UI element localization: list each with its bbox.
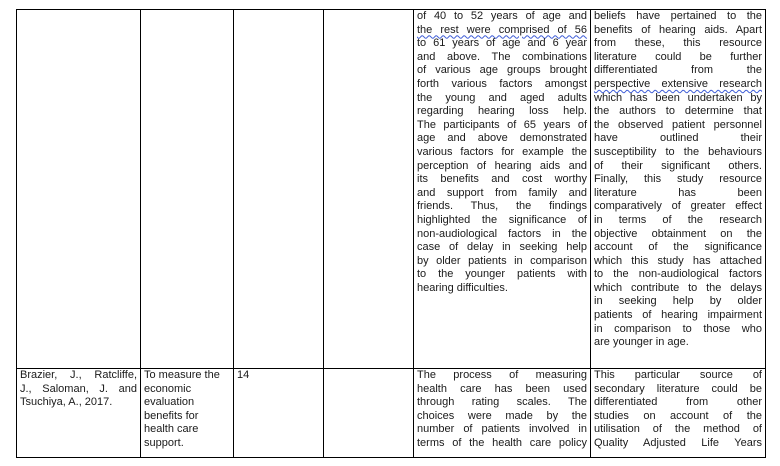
aim-line: benefits for [144,409,199,422]
critique-line: studies on account of the [594,409,762,422]
findings-line: of 40 to 52 years of age and [417,10,587,22]
findings-line: various factors for example the [417,145,587,158]
findings-line: perception of hearing aids and [417,159,587,172]
findings-line: hearing difficulties. [417,281,508,294]
findings-line: forth various factors amongst [417,77,587,90]
sample-cell[interactable] [234,369,324,458]
critique-line: comparatively of greater effect [594,200,762,213]
reference-line: Tsuchiya, A., 2017. [20,396,113,409]
findings-line: The process of measuring [417,369,587,381]
aim-line: health care [144,423,199,436]
critique-line: in seeking help by older [594,295,762,308]
reference-line: Brazier, J., Ratcliffe, [20,369,137,381]
sample-size-value: 14 [237,369,250,381]
aim-line: To measure the [144,369,220,381]
findings-line: regarding hearing loss help. [417,105,587,118]
critique-line: Finally, this study resource [594,173,762,186]
findings-cell[interactable] [414,369,591,458]
critique-line: patients of hearing impairment [594,309,762,322]
critique-line: have outlined their [594,132,762,145]
blank-cell[interactable] [324,10,414,369]
critique-line: beliefs have pertained to the [594,10,762,22]
findings-line: its benefits and cost worthy [417,173,587,186]
findings-line: non-audiological factors in the [417,227,587,240]
table-row [17,369,766,458]
critique-line: Quality Adjusted Life Years [594,436,762,449]
critique-line: the authors to determine that [594,105,762,118]
aim-line: support. [144,436,184,449]
findings-line: The participants of 65 years of [417,118,587,131]
findings-line: case of delay in seeking help [417,241,587,254]
findings-line: the rest were comprised of 56 [417,23,587,36]
findings-line: choices were made by the [417,409,587,422]
critique-line: are younger in age. [594,336,689,349]
critique-line: to the non-audiological factors [594,268,762,281]
critique-line: utilisation of the method of [594,423,762,436]
findings-line: of various age groups brought [417,64,587,77]
critique-line: secondary literature could be [594,382,762,395]
aim-cell[interactable] [141,10,234,369]
critique-line: which has been undertaken by [594,91,762,104]
findings-line: friends. Thus, the findings [417,200,587,213]
critique-line: in terms of the research [594,213,762,226]
critique-cell[interactable] [591,10,766,369]
findings-line: the young and aged adults [417,91,587,104]
critique-line: the observed patient personnel [594,118,762,131]
reference-cell[interactable] [17,10,141,369]
aim-cell[interactable] [141,369,234,458]
critique-line: literature has been [594,186,762,199]
critique-line: which this study has attached [594,254,762,267]
literature-review-table [16,9,766,458]
critique-line: perspective extensive research [594,77,762,90]
reference-cell[interactable] [17,369,141,458]
findings-line: to 61 years of age and 6 year [417,37,587,50]
critique-line: differentiated from other [594,396,762,409]
critique-line: This particular source of [594,369,762,381]
findings-line: by older patients in comparison [417,254,587,267]
findings-cell[interactable] [414,10,591,369]
findings-line: terms of the health care policy [417,436,587,449]
reference-line: J., Saloman, J. and [20,382,137,395]
critique-line: benefits of hearing aids. Apart [594,23,762,36]
findings-line: highlighted the significance of [417,213,587,226]
aim-line: economic [144,382,192,395]
sample-cell[interactable] [234,10,324,369]
critique-line: which contribute to the delays [594,281,762,294]
critique-line: objective obtainment on the [594,227,762,240]
findings-line: and above. The combinations [417,50,587,63]
critique-line: susceptibility to the behaviours [594,145,762,158]
critique-line: of their significant others. [594,159,762,172]
findings-line: and support from family and [417,186,587,199]
critique-line: account of the significance [594,241,762,254]
table-row [17,10,766,369]
critique-line: in comparison to those who [594,322,762,335]
critique-line: differentiated from the [594,64,762,77]
critique-line: from these, this resource [594,37,762,50]
findings-line: number of patients involved in [417,423,587,436]
findings-line: to the younger patients with [417,268,587,281]
findings-line: health care has been used [417,382,587,395]
aim-line: evaluation [144,396,195,409]
findings-line: through rating scales. The [417,396,587,409]
critique-line: literature could be further [594,50,762,63]
blank-cell[interactable] [324,369,414,458]
findings-line: age and above demonstrated [417,132,587,145]
critique-cell[interactable] [591,369,766,458]
